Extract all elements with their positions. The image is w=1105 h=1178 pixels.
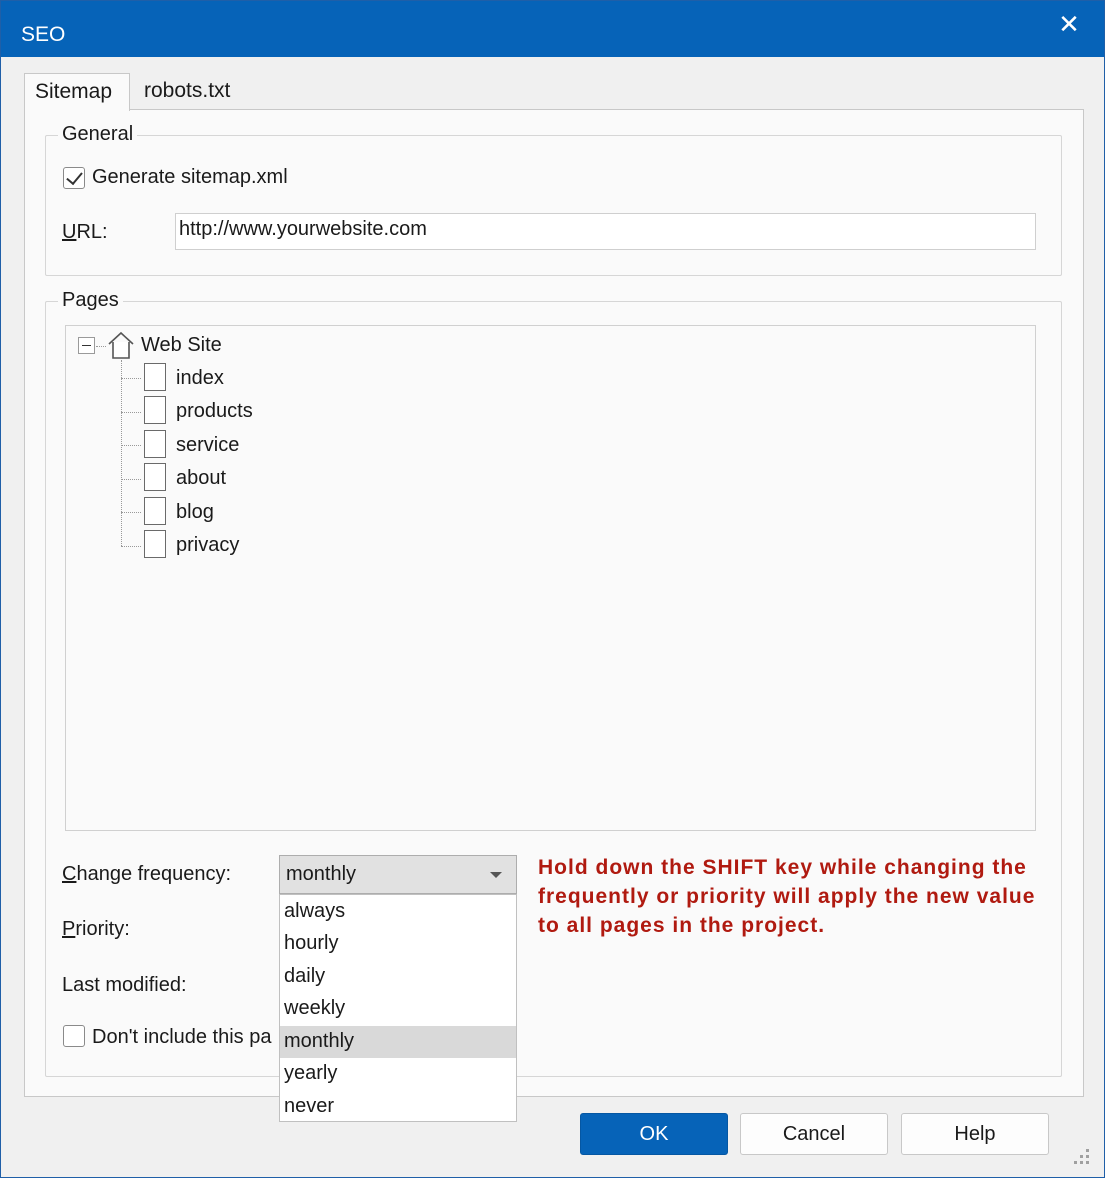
page-icon [144, 497, 166, 525]
pages-tree[interactable] [65, 325, 1036, 831]
change-frequency-value: monthly [286, 863, 357, 885]
help-button[interactable]: Help [901, 1113, 1049, 1155]
generate-sitemap-label: Generate sitemap.xml [92, 166, 288, 188]
page-icon [144, 396, 166, 424]
resize-grip-icon[interactable] [1074, 1149, 1090, 1165]
priority-accesskey: P [62, 918, 76, 940]
general-group [45, 135, 1062, 276]
tree-item-service[interactable]: service [176, 434, 240, 456]
generate-sitemap-checkbox[interactable] [63, 167, 85, 189]
url-input[interactable]: http://www.yourwebsite.com [175, 213, 1036, 250]
exclude-page-label: Don't include this pa [92, 1026, 272, 1048]
frequency-option-always[interactable]: always [284, 900, 346, 922]
priority-label [62, 918, 130, 941]
page-icon [144, 463, 166, 491]
tree-connector [96, 346, 106, 347]
frequency-option-daily[interactable]: daily [284, 965, 326, 987]
last-modified-label: Last modified: [62, 974, 187, 996]
close-icon[interactable]: ✕ [1058, 9, 1080, 39]
tree-connector [121, 512, 141, 513]
frequency-option-yearly[interactable]: yearly [284, 1062, 338, 1084]
page-icon [144, 363, 166, 391]
url-label-accesskey: U [62, 221, 77, 243]
change-frequency-accesskey: C [62, 863, 77, 885]
tab-robots-txt[interactable]: robots.txt [144, 79, 231, 102]
exclude-page-checkbox[interactable] [63, 1025, 85, 1047]
change-frequency-label [62, 863, 231, 886]
tree-item-privacy[interactable]: privacy [176, 534, 240, 556]
tree-connector [121, 378, 141, 379]
url-label-rest: RL: [76, 221, 108, 243]
home-icon [106, 330, 136, 360]
frequency-option-never[interactable]: never [284, 1095, 335, 1117]
collapse-icon[interactable] [78, 337, 95, 354]
priority-label-rest: riority: [75, 918, 130, 940]
tree-root-label[interactable]: Web Site [141, 334, 222, 356]
frequency-dropdown-list[interactable] [279, 894, 517, 1122]
change-frequency-label-rest: hange frequency: [76, 863, 232, 885]
shift-key-hint: Hold down the SHIFT key while changing the frequently or priority will apply the new value to all pages in the project. [538, 856, 1036, 937]
tab-sitemap[interactable]: Sitemap [24, 73, 130, 111]
page-icon [144, 430, 166, 458]
tree-item-products[interactable]: products [176, 400, 253, 422]
frequency-option-weekly[interactable]: weekly [284, 997, 346, 1019]
change-frequency-select[interactable] [279, 855, 517, 894]
frequency-option-hourly[interactable]: hourly [284, 932, 339, 954]
tree-item-index[interactable]: index [176, 367, 224, 389]
window-title: SEO [21, 23, 66, 46]
pages-group-label: Pages [58, 289, 123, 312]
general-group-label: General [58, 123, 137, 146]
page-icon [144, 530, 166, 558]
frequency-option-monthly[interactable]: monthly [280, 1026, 516, 1058]
tree-item-blog[interactable]: blog [176, 501, 214, 523]
tree-connector [121, 360, 122, 546]
title-bar [1, 1, 1104, 57]
url-label [62, 221, 108, 244]
tree-connector [121, 412, 141, 413]
tree-connector [121, 546, 141, 547]
chevron-down-icon [490, 872, 502, 878]
cancel-button[interactable]: Cancel [740, 1113, 888, 1155]
tree-item-about[interactable]: about [176, 467, 227, 489]
tree-connector [121, 445, 141, 446]
ok-button[interactable]: OK [580, 1113, 728, 1155]
tree-connector [121, 479, 141, 480]
